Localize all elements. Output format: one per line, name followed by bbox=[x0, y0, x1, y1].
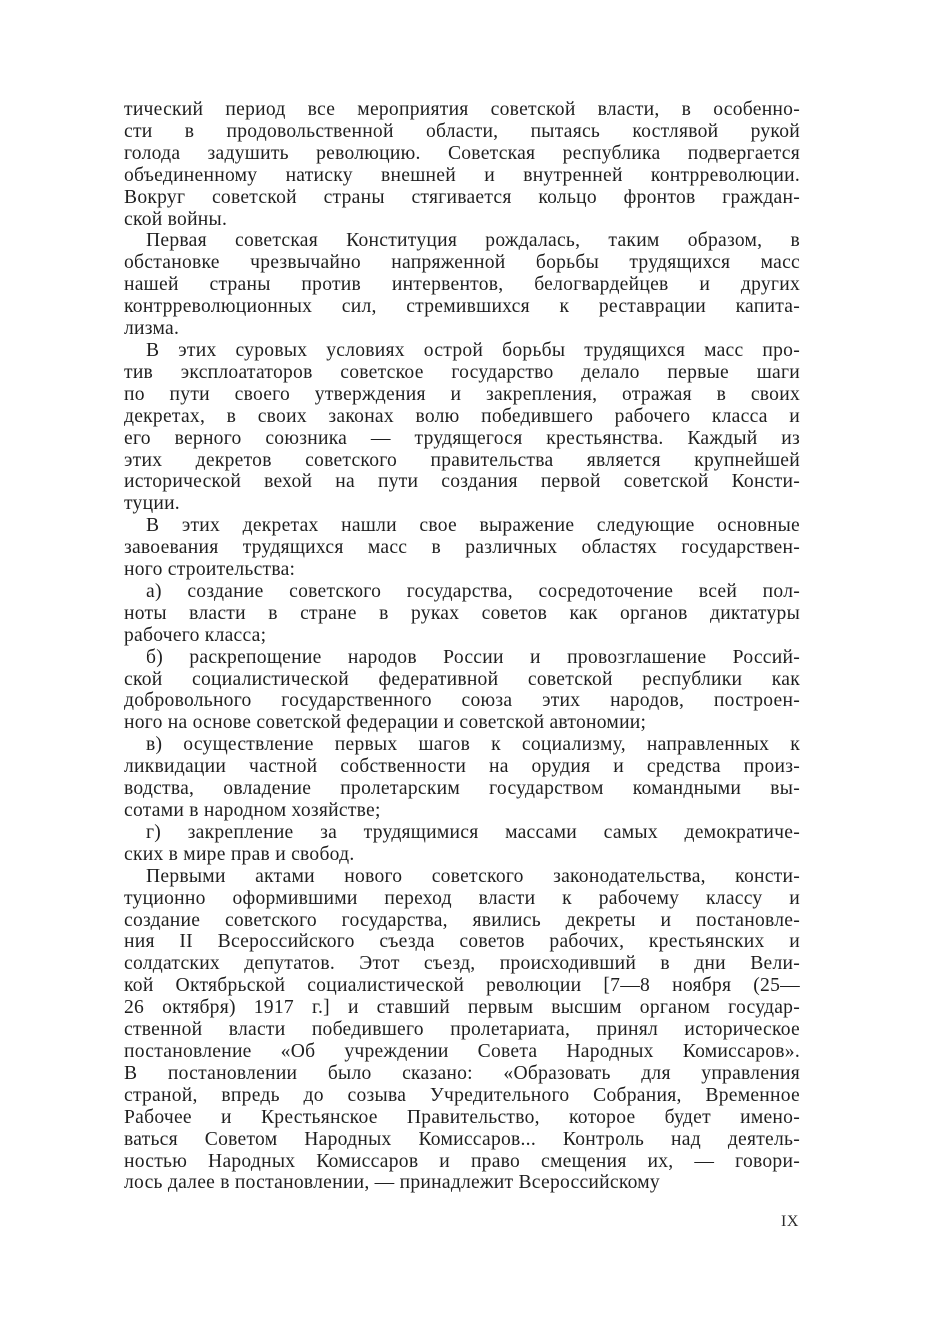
text-line: исторической вехой на пути создания первой советской Консти- bbox=[124, 471, 800, 493]
text-line: В постановлении было сказано: «Образовать для управления bbox=[124, 1062, 800, 1084]
text-line: ного на основе советской федерации и советской автономии; bbox=[124, 712, 647, 734]
text-line: водства, овладение пролетарским государством командными вы- bbox=[124, 778, 800, 800]
text-line: сотами в народном хозяйстве; bbox=[124, 800, 381, 821]
text-line: нашей страны против интервентов, белогвардейцев и других bbox=[124, 274, 800, 296]
text-line: ликвидации частной собственности на орудия и средства произ- bbox=[124, 756, 800, 778]
paragraph bbox=[124, 866, 800, 1195]
text-line: Вокруг советской страны стягивается кольцо фронтов граждан- bbox=[124, 186, 800, 208]
text-line: ственной власти победившего пролетариата, принял историческое bbox=[124, 1019, 800, 1041]
text-line: тический период все мероприятия советской власти, в особенно- bbox=[124, 99, 800, 120]
paragraph bbox=[124, 230, 800, 340]
text-line: ного строительства: bbox=[124, 559, 296, 581]
text-line: контрреволюционных сил, стремившихся к реставрации капита- bbox=[124, 296, 800, 318]
text-line: голода задушить революцию. Советская республика подвергается bbox=[124, 142, 800, 164]
text-line: ских в мире прав и свобод. bbox=[124, 843, 355, 865]
text-line: создание советского государства, явились декреты и постановле- bbox=[124, 909, 800, 931]
text-line: Первая советская Конституция рождалась, таким образом, в bbox=[146, 230, 800, 252]
text-line: в) осуществление первых шагов к социализму, направленных к bbox=[146, 734, 800, 756]
text-line: В этих декретах нашли свое выражение следующие основные bbox=[146, 515, 800, 537]
text-line: по пути своего утверждения и закрепления, отражая в своих bbox=[124, 383, 800, 405]
text-line: постановление «Об учреждении Совета Народных Комиссаров». bbox=[124, 1040, 800, 1062]
text-line: завоевания трудящихся масс в различных областях государствен- bbox=[124, 537, 800, 559]
text-line: Первыми актами нового советского законодательства, консти- bbox=[146, 865, 800, 887]
paragraph bbox=[124, 99, 800, 230]
text-line: а) создание советского государства, сосредоточение всей пол- bbox=[146, 580, 800, 602]
text-line: В этих суровых условиях острой борьбы трудящихся масс про- bbox=[146, 339, 800, 361]
text-line: этих декретов советского правительства является крупнейшей bbox=[124, 449, 800, 471]
paragraph bbox=[124, 515, 800, 581]
text-line: сти в продовольственной области, пытаясь костлявой рукой bbox=[124, 120, 800, 142]
text-line: Рабочее и Крестьянское Правительство, которое будет имено- bbox=[124, 1106, 800, 1128]
text-line: лизма. bbox=[124, 318, 180, 340]
paragraph bbox=[124, 822, 800, 866]
paragraph bbox=[124, 340, 800, 515]
text-line: ваться Советом Народных Комиссаров... Контроль над деятель- bbox=[124, 1128, 800, 1150]
paragraph bbox=[124, 734, 800, 822]
text-line: кой Октябрьской социалистической революции [7—8 ноября (25— bbox=[124, 975, 800, 997]
text-line: 26 октября) 1917 г.] и ставший первым высшим органом государ- bbox=[124, 997, 800, 1019]
text-line: ской социалистической федеративной советской республики как bbox=[124, 668, 800, 690]
text-line: ноты власти в стране в руках советов как органов диктатуры bbox=[124, 602, 800, 624]
text-line: солдатских депутатов. Этот съезд, происходивший в дни Вели- bbox=[124, 953, 800, 975]
paragraph bbox=[124, 581, 800, 647]
text-line: обстановке чрезвычайно напряженной борьбы трудящихся масс bbox=[124, 252, 800, 274]
text-line: ностью Народных Комиссаров и право смещения их, — говори- bbox=[124, 1150, 800, 1172]
text-line: его верного союзника — трудящегося крестьянства. Каждый из bbox=[124, 427, 800, 449]
text-line: г) закрепление за трудящимися массами самых демократиче- bbox=[146, 821, 800, 843]
text-line: объединенному натиску внешней и внутренней контрреволюции. bbox=[124, 164, 800, 186]
text-line: страной, впредь до созыва Учредительного Собрания, Временное bbox=[124, 1084, 800, 1106]
text-line: туционно оформившими переход власти к рабочему классу и bbox=[124, 887, 800, 909]
text-line: ской войны. bbox=[124, 208, 228, 230]
page-number: IX bbox=[781, 1213, 799, 1230]
text-line: б) раскрепощение народов России и провозглашение Россий- bbox=[146, 646, 800, 668]
paragraph bbox=[124, 647, 800, 735]
text-line: лось далее в постановлении, — принадлежит Всероссийскому bbox=[124, 1172, 660, 1194]
page-body bbox=[124, 99, 800, 1194]
text-line: ния II Всероссийского съезда советов рабочих, крестьянских и bbox=[124, 931, 800, 953]
text-line: рабочего класса; bbox=[124, 624, 267, 646]
text-line: туции. bbox=[124, 493, 180, 515]
text-line: добровольного государственного союза этих народов, построен- bbox=[124, 690, 800, 712]
text-line: декретах, в своих законах волю победившего рабочего класса и bbox=[124, 405, 800, 427]
text-line: тив эксплоататоров советское государство делало первые шаги bbox=[124, 361, 800, 383]
